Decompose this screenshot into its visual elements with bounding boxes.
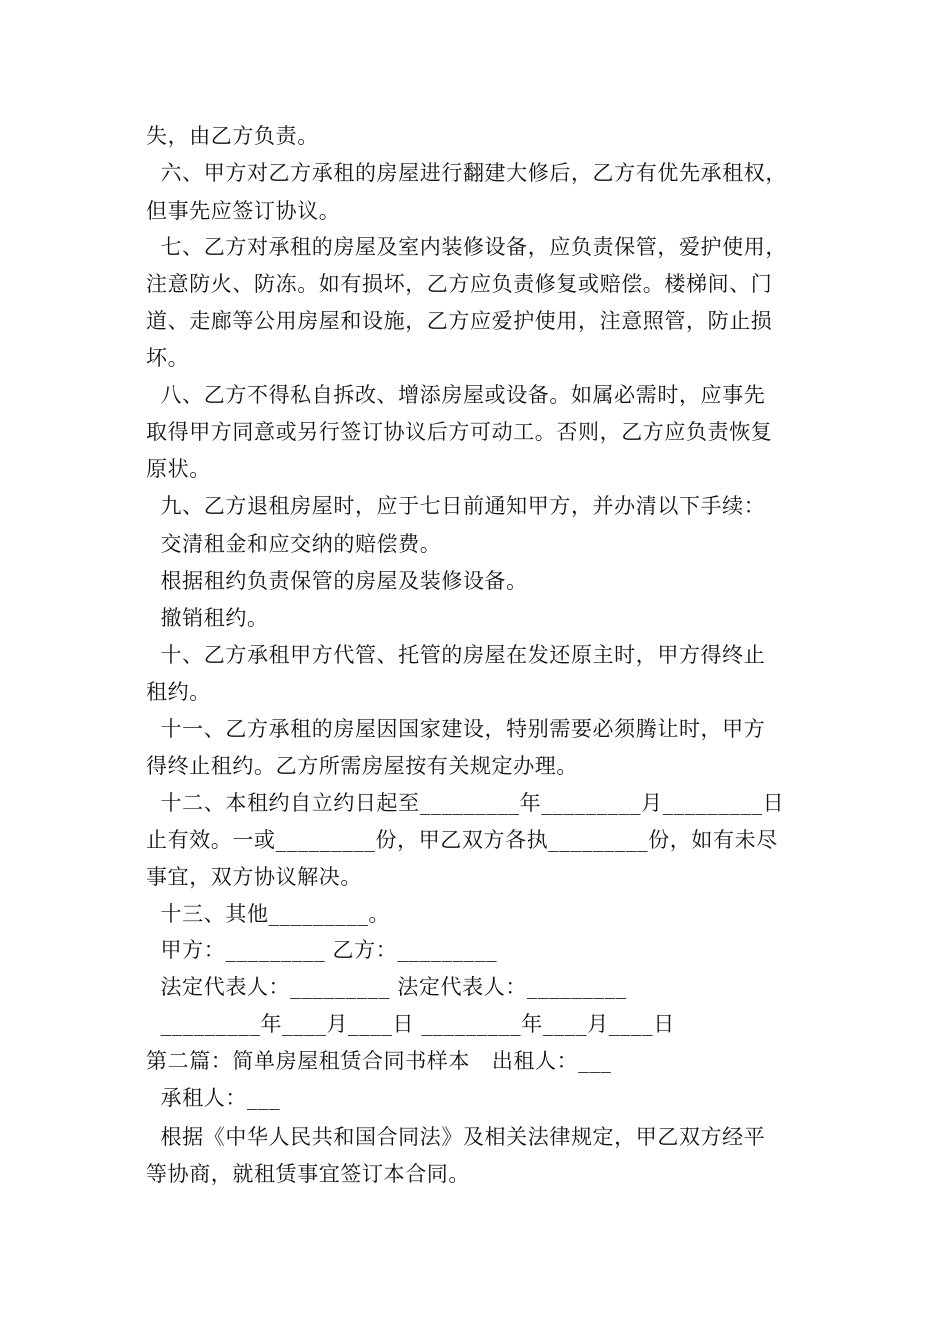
text-line: 失，由乙方负责。 [146,124,319,148]
text-line: 取得甲方同意或另行签订协议后方可动工。否则，乙方应负责恢复 [146,420,773,444]
text-line: 承租人：___ [146,1086,281,1110]
text-line: 十一、乙方承租的房屋因国家建设，特别需要必须腾让时，甲方 [146,717,766,741]
text-line: 止有效。一或_________份，甲乙双方各执_________份，如有未尽 [146,828,778,852]
text-line: 坏。 [146,346,190,370]
text-line: 撤销租约。 [146,606,269,630]
text-line: 根据租约负责保管的房屋及装修设备。 [146,569,528,593]
text-line: 租约。 [146,680,211,704]
text-line: 事宜，双方协议解决。 [146,865,362,889]
text-line: 十、乙方承租甲方代管、托管的房屋在发还原主时，甲方得终止 [146,643,766,667]
text-line: 甲方：_________ 乙方：_________ [146,938,498,962]
text-line: 第二篇：简单房屋租赁合同书样本 出租人：___ [146,1049,612,1073]
text-line: 法定代表人：_________ 法定代表人：_________ [146,975,627,999]
text-line: 六、甲方对乙方承租的房屋进行翻建大修后，乙方有优先承租权， [146,161,787,185]
text-line: 交清租金和应交纳的赔偿费。 [146,532,442,556]
text-line: 根据《中华人民共和国合同法》及相关法律规定，甲乙双方经平 [146,1125,766,1149]
text-line: 十三、其他_________。 [146,902,391,926]
text-line: 原状。 [146,457,211,481]
text-line: 十二、本租约自立约日起至_________年_________月_________日 [146,791,785,815]
text-line: 注意防火、防冻。如有损坏，乙方应负责修复或赔偿。楼梯间、门 [146,272,773,296]
text-line: 七、乙方对承租的房屋及室内装修设备，应负责保管，爱护使用， [146,235,787,259]
text-line: _________年____月____日 _________年____月____日 [146,1012,675,1036]
text-line: 等协商，就租赁事宜签订本合同。 [146,1162,470,1186]
text-line: 八、乙方不得私自拆改、增添房屋或设备。如属必需时，应事先 [146,383,766,407]
text-line: 但事先应签订协议。 [146,199,341,223]
text-line: 得终止租约。乙方所需房屋按有关规定办理。 [146,754,578,778]
text-line: 九、乙方退租房屋时，应于七日前通知甲方，并办清以下手续： [146,494,766,518]
text-line: 道、走廊等公用房屋和设施，乙方应爱护使用，注意照管，防止损 [146,309,773,333]
